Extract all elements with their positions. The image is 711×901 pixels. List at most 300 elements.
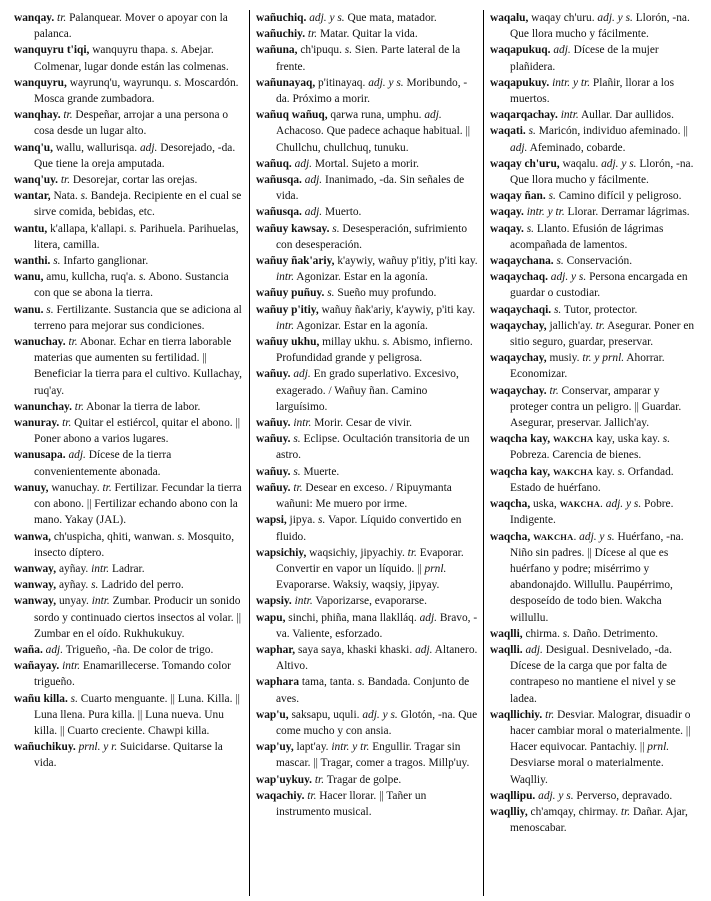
definition-text: Vapor. Líquido convertido en fluido. bbox=[276, 514, 462, 543]
headword: wanway, bbox=[14, 579, 57, 592]
headword: wañuy. bbox=[256, 417, 291, 430]
definition-text: waqay ch'uru. bbox=[528, 12, 598, 24]
grammar-label: tr. bbox=[60, 109, 73, 122]
dictionary-page bbox=[14, 10, 704, 896]
headword: waqcha, bbox=[490, 530, 531, 543]
dictionary-entry bbox=[256, 366, 479, 415]
definition-text: Mortal. Sujeto a morir. bbox=[312, 157, 419, 170]
definition-text: ch'ipuqu. bbox=[297, 44, 345, 57]
headword: wap'u, bbox=[256, 708, 289, 721]
grammar-label: adj. bbox=[424, 109, 442, 122]
grammar-label: tr. bbox=[59, 417, 72, 430]
definition-text: Tragar de golpe. bbox=[324, 773, 402, 786]
grammar-label: s. bbox=[525, 125, 536, 138]
headword: waphar, bbox=[256, 643, 296, 656]
definition-text: Abono. Sustancia con que se abona la tierra. bbox=[34, 271, 229, 300]
headword: wañusqa. bbox=[256, 206, 302, 219]
grammar-label: s. bbox=[551, 303, 562, 316]
grammar-label: adj. y s. bbox=[605, 498, 642, 511]
definition-text: Dañar. Ajar, menoscabar. bbox=[510, 805, 688, 835]
dictionary-entry bbox=[490, 804, 700, 836]
grammar-label: s. bbox=[553, 255, 564, 268]
dictionary-entry bbox=[490, 496, 700, 528]
headword: waqaychana. bbox=[490, 255, 554, 268]
headword: waqaychaq. bbox=[490, 271, 548, 284]
dictionary-entry bbox=[256, 204, 479, 220]
definition-text: chirma. bbox=[522, 627, 563, 640]
definition-text: kay, uska kay. bbox=[593, 433, 663, 446]
headword: wañu killa. bbox=[14, 692, 68, 705]
definition-text: Pobre. Indigente. bbox=[510, 498, 674, 527]
dictionary-entry bbox=[490, 188, 700, 204]
grammar-label: adj. y s. bbox=[579, 530, 615, 543]
definition-text: Abonar. Echar en tierra laborable materias que aumenten su fertilidad. || Beneficiar la tierra para el cultivo. Kullachay, ruq'ay. bbox=[34, 336, 242, 397]
definition-text: Llanto. Efusión de lágrimas acompañada de lamentos. bbox=[510, 222, 664, 251]
grammar-label: s. bbox=[329, 222, 340, 235]
definition-text: Llorón, -na. Que llora mucho y fácilmente. bbox=[510, 157, 694, 187]
definition-text: Sueño muy profundo. bbox=[334, 287, 437, 300]
headword: wañuy kawsay. bbox=[256, 222, 330, 235]
headword: waqay ñan. bbox=[490, 190, 546, 203]
dictionary-entry bbox=[14, 42, 245, 74]
definition-text: Dícese de la mujer plañidera. bbox=[510, 44, 659, 73]
definition-text: Quitar el estiércol, quitar el abono. || Poner abono a varios lugares. bbox=[34, 417, 241, 446]
grammar-label: adj. y s. bbox=[597, 12, 633, 24]
headword: waqaychay. bbox=[490, 384, 547, 397]
grammar-label: s. bbox=[67, 692, 78, 705]
definition-text: Persona encargada en guardar o custodiar. bbox=[510, 271, 688, 300]
dictionary-entry bbox=[14, 221, 245, 253]
grammar-label: tr. bbox=[305, 28, 318, 41]
headword: wañusqa. bbox=[256, 174, 302, 187]
definition-text: Orfandad. Estado de huérfano. bbox=[510, 465, 674, 494]
definition-text: Engullir. Tragar sin mascar. || Tragar, comer a tragos. Millp'uy. bbox=[276, 741, 470, 770]
dictionary-entry bbox=[14, 172, 245, 188]
definition-text: ayñay. bbox=[56, 579, 92, 592]
headword: wanqay. bbox=[14, 12, 55, 24]
grammar-label: tr. bbox=[65, 336, 78, 349]
grammar-label: adj. y s. bbox=[535, 789, 574, 802]
definition-text: tama, tanta. bbox=[299, 676, 358, 689]
small-caps-variant: WAKCHA bbox=[553, 466, 594, 477]
headword: waqapukuq. bbox=[490, 44, 551, 57]
headword: waqati. bbox=[490, 125, 526, 138]
dictionary-entry bbox=[256, 464, 479, 480]
grammar-label: s. bbox=[382, 336, 390, 349]
grammar-label: s. bbox=[562, 627, 571, 640]
dictionary-entry bbox=[14, 642, 245, 658]
definition-text: Ahorrar. Economizar. bbox=[510, 352, 665, 381]
headword: wañuy ukhu, bbox=[256, 336, 320, 349]
headword: waqcha, bbox=[490, 498, 531, 511]
headword: wap'uy, bbox=[256, 741, 294, 754]
definition-text: Bandeja. Recipiente en el cual se sirve comida, bebidas, etc. bbox=[34, 190, 242, 219]
headword: wanwa, bbox=[14, 530, 52, 543]
headword: wañuy p'itiy, bbox=[256, 303, 319, 316]
definition-text: Trigueño, -ña. De color de trigo. bbox=[63, 643, 214, 656]
dictionary-entry bbox=[256, 480, 479, 512]
grammar-label: intr. bbox=[276, 319, 295, 332]
headword: wanq'uy. bbox=[14, 174, 59, 187]
grammar-label: s. bbox=[662, 433, 671, 446]
definition-text: Desviar. Malograr, disuadir o hacer cambiar moral o materialmente. || Hacer equivocar. Pantachiy. || bbox=[510, 708, 691, 754]
grammar-label: intr. bbox=[59, 660, 81, 673]
dictionary-entry bbox=[14, 415, 245, 447]
dictionary-entry bbox=[14, 577, 245, 593]
definition-text: Despeñar, arrojar a una persona o cosa desde un lugar alto. bbox=[34, 109, 229, 138]
grammar-label: s. bbox=[545, 190, 556, 203]
small-caps-variant: WAKCHA bbox=[559, 499, 601, 510]
grammar-label: tr. bbox=[304, 789, 317, 802]
grammar-label: s. bbox=[318, 514, 326, 527]
definition-text: Desorejar, cortar las orejas. bbox=[70, 174, 198, 187]
grammar-label: s. bbox=[43, 303, 54, 316]
definition-text: Vaporizarse, evaporarse. bbox=[312, 595, 427, 608]
dictionary-entry bbox=[490, 253, 700, 269]
grammar-label: adj. bbox=[415, 643, 433, 656]
headword: wapsiy. bbox=[256, 595, 292, 608]
dictionary-entry bbox=[14, 140, 245, 172]
headword: waqaychay, bbox=[490, 319, 547, 332]
grammar-label: tr. bbox=[407, 546, 417, 559]
dictionary-entry bbox=[256, 334, 479, 366]
definition-text: ch'amqay, chirmay. bbox=[527, 805, 621, 818]
definition-text: wayrunq'u, wayrunqu. bbox=[66, 76, 175, 89]
definition-text: Sien. Parte lateral de la frente. bbox=[276, 44, 461, 73]
dictionary-entry bbox=[256, 788, 479, 820]
grammar-label: s. bbox=[174, 76, 182, 89]
headword: wanway, bbox=[14, 562, 57, 575]
headword: wantar, bbox=[14, 190, 51, 203]
headword: wañuq wañuq, bbox=[256, 109, 328, 122]
definition-text: . bbox=[573, 530, 580, 543]
dictionary-entry bbox=[256, 545, 479, 594]
dictionary-entry bbox=[490, 464, 700, 496]
grammar-label: s. bbox=[523, 222, 535, 235]
grammar-label: intr. y tr. bbox=[523, 206, 565, 219]
headword: waqachiy. bbox=[256, 789, 305, 802]
dictionary-entry bbox=[490, 204, 700, 220]
headword: wanway, bbox=[14, 595, 57, 608]
headword: wanthi. bbox=[14, 255, 51, 268]
headword: waqay. bbox=[490, 206, 524, 219]
dictionary-entry bbox=[14, 269, 245, 301]
headword: waqllichiy. bbox=[490, 708, 543, 721]
definition-text: waqsichiy, jipyachiy. bbox=[306, 546, 408, 559]
headword: wañunayaq, bbox=[256, 76, 316, 89]
headword: waqcha kay, bbox=[490, 465, 551, 478]
definition-text: Desviarse moral o materialmente. Waqlliy. bbox=[510, 757, 664, 786]
headword: waqay ch'uru, bbox=[490, 157, 560, 170]
definition-text: jipya. bbox=[286, 514, 319, 527]
headword: waqay. bbox=[490, 222, 524, 235]
definition-text: Moscardón. Mosca grande zumbadora. bbox=[34, 76, 239, 106]
headword: wanquyru t'iqi, bbox=[14, 44, 90, 57]
grammar-label: s. bbox=[80, 190, 88, 203]
grammar-label: intr. bbox=[291, 595, 313, 608]
dictionary-entry bbox=[490, 42, 700, 74]
grammar-label: adj. bbox=[290, 368, 311, 381]
headword: waqlli, bbox=[490, 627, 523, 640]
dictionary-entry bbox=[14, 107, 245, 139]
dictionary-entry bbox=[490, 10, 700, 42]
grammar-label: s. bbox=[324, 287, 335, 300]
grammar-label: intr. bbox=[557, 109, 579, 122]
dictionary-entry bbox=[256, 10, 479, 26]
dictionary-entry bbox=[490, 156, 700, 188]
headword: wanuy, bbox=[14, 481, 49, 494]
definition-text: k'allapa, k'allapi. bbox=[47, 222, 130, 235]
dictionary-entry bbox=[490, 318, 700, 350]
definition-text: ayñay. bbox=[56, 562, 92, 575]
headword: waqcha kay, bbox=[490, 433, 551, 446]
dictionary-entry bbox=[256, 75, 479, 107]
definition-text: jallich'ay. bbox=[546, 319, 596, 332]
dictionary-entry bbox=[256, 285, 479, 301]
headword: wanunchay. bbox=[14, 400, 72, 413]
definition-text: Llorón, -na. Que llora mucho y fácilmente. bbox=[510, 12, 690, 41]
definition-text: wanquyru thapa. bbox=[89, 44, 171, 57]
dictionary-entry bbox=[490, 788, 700, 804]
definition-text: wanuchay. bbox=[48, 481, 103, 494]
grammar-label: s. bbox=[617, 465, 625, 478]
column-right bbox=[483, 10, 704, 896]
dictionary-entry bbox=[256, 415, 479, 431]
grammar-label: adj. bbox=[301, 206, 323, 219]
grammar-label: adj. y s. bbox=[362, 708, 398, 721]
definition-text: Infarto ganglionar. bbox=[60, 255, 149, 268]
definition-text: En grado superlativo. Excesivo, exagerado. / Wañuy ñan. Camino larguísimo. bbox=[276, 368, 459, 413]
definition-text: Eclipse. Ocultación transitoria de un astro. bbox=[276, 433, 470, 462]
definition-text: Abonar la tierra de labor. bbox=[83, 400, 201, 413]
definition-text: Cuarto menguante. || Luna. Killa. || Luna llena. Pura killa. || Luna nueva. Unu killa. || Cuarto creciente. Chawpi killa. bbox=[34, 692, 240, 737]
headword: wañuy puñuy. bbox=[256, 287, 325, 300]
headword: waqlliy, bbox=[490, 805, 528, 818]
dictionary-entry bbox=[490, 431, 700, 463]
grammar-label: s. bbox=[290, 433, 301, 446]
grammar-label: tr. bbox=[546, 384, 559, 397]
grammar-label: intr. bbox=[91, 562, 110, 575]
grammar-label: intr. y tr. bbox=[549, 76, 591, 89]
dictionary-entry bbox=[256, 512, 479, 544]
definition-text: Llorar. Derramar lágrimas. bbox=[564, 206, 690, 219]
definition-text: Ladrido del perro. bbox=[98, 579, 184, 592]
headword: wanuray. bbox=[14, 417, 60, 430]
definition-text: Conservar, amparar y proteger contra un peligro. || Guardar. Asegurar, preservar. Jallich'ay. bbox=[510, 384, 682, 430]
grammar-label: adj. bbox=[42, 643, 64, 656]
headword: wañuy. bbox=[256, 465, 291, 478]
headword: wañuy. bbox=[256, 368, 291, 381]
grammar-label: s. bbox=[91, 579, 99, 592]
definition-text: Mosquito, insecto díptero. bbox=[34, 530, 235, 559]
headword: wanu, bbox=[14, 271, 44, 284]
dictionary-entry bbox=[14, 302, 245, 334]
dictionary-entry bbox=[14, 561, 245, 577]
grammar-label: tr. bbox=[290, 481, 303, 494]
headword: wantu, bbox=[14, 222, 48, 235]
grammar-label: prnl. bbox=[647, 741, 670, 754]
definition-text: Maricón, individuo afeminado. || bbox=[535, 125, 688, 138]
definition-text: Achacoso. Que padece achaque habitual. || Chullchu, chullchuq, tunuku. bbox=[276, 125, 470, 154]
definition-text: millay ukhu. bbox=[319, 336, 383, 349]
definition-text: Fertilizar. Fecundar la tierra con abono. || Fertilizar echando abono con la mano. Yakay (JAL). bbox=[34, 481, 242, 527]
headword: wanquyru, bbox=[14, 76, 67, 89]
grammar-label: s. bbox=[138, 271, 147, 284]
headword: waqarqachay. bbox=[490, 109, 558, 122]
grammar-label: s. bbox=[344, 44, 353, 57]
definition-text: waqalu. bbox=[559, 157, 602, 170]
dictionary-entry bbox=[14, 480, 245, 529]
definition-text: Fertilizante. Sustancia que se adiciona al terreno para mejorar sus condiciones. bbox=[34, 303, 242, 332]
small-caps-variant: WAKCHA bbox=[553, 434, 594, 445]
dictionary-entry bbox=[14, 658, 245, 690]
dictionary-entry bbox=[256, 172, 479, 204]
dictionary-entry bbox=[490, 350, 700, 382]
column-middle bbox=[249, 10, 483, 896]
headword: wapu, bbox=[256, 611, 286, 624]
definition-text: Huérfano, -na. Niño sin padres. || Dícese al que es huérfano y podre; misérrimo y abandonajdo. Willullu. Paupérrimo, desposeído de todo bien. Wakcha willullu. bbox=[510, 530, 684, 624]
dictionary-entry bbox=[256, 772, 479, 788]
definition-text: wañuy ñak'ariy, k'aywiy, p'iti kay. bbox=[318, 303, 476, 316]
grammar-label: tr. bbox=[102, 481, 112, 494]
dictionary-entry bbox=[490, 642, 700, 707]
headword: wap'uykuy. bbox=[256, 773, 313, 786]
dictionary-entry bbox=[14, 593, 245, 642]
dictionary-entry bbox=[14, 188, 245, 220]
grammar-label: tr. bbox=[312, 773, 325, 786]
definition-text: k'aywiy, wañuy p'itiy, p'iti kay. bbox=[334, 255, 478, 268]
dictionary-entry bbox=[256, 221, 479, 253]
headword: wañuy. bbox=[256, 481, 291, 494]
definition-text: sinchi, phiña, mana llaklláq. bbox=[285, 611, 420, 624]
dictionary-entry bbox=[256, 156, 479, 172]
headword: wañuchiq. bbox=[256, 12, 307, 24]
headword: wanqhay. bbox=[14, 109, 61, 122]
headword: waqaychaqi. bbox=[490, 303, 552, 316]
headword: wapsi, bbox=[256, 514, 287, 527]
dictionary-entry bbox=[256, 610, 479, 642]
grammar-label: tr. bbox=[71, 400, 84, 413]
definition-text: ch'uspicha, qhiti, wanwan. bbox=[51, 530, 178, 543]
grammar-label: prnl. bbox=[424, 562, 447, 575]
definition-text: Bandada. Conjunto de aves. bbox=[276, 676, 470, 705]
dictionary-entry bbox=[256, 302, 479, 334]
definition-text: Aullar. Dar aullidos. bbox=[578, 109, 674, 122]
grammar-label: adj. bbox=[301, 174, 323, 187]
headword: waqlli. bbox=[490, 643, 523, 656]
dictionary-entry bbox=[14, 399, 245, 415]
grammar-label: adj. y s. bbox=[547, 271, 587, 284]
dictionary-entry bbox=[256, 42, 479, 74]
definition-text: Palanquear. Mover o apoyar con la palanca. bbox=[34, 12, 228, 41]
grammar-label: tr. bbox=[595, 319, 605, 332]
grammar-label: adj. bbox=[139, 141, 158, 154]
dictionary-entry bbox=[14, 739, 245, 771]
definition-text: Plañir, llorar a los muertos. bbox=[510, 76, 675, 106]
definition-text: Bravo, -va. Valiente, esforzado. bbox=[276, 611, 478, 640]
dictionary-entry bbox=[256, 107, 479, 156]
definition-text: amu, kullcha, ruq'a. bbox=[43, 271, 139, 284]
dictionary-entry bbox=[490, 529, 700, 626]
grammar-label: adj. bbox=[419, 611, 437, 624]
definition-text: . bbox=[600, 498, 606, 511]
grammar-label: adj. y s. bbox=[601, 157, 637, 170]
dictionary-entry bbox=[256, 26, 479, 42]
definition-text: lapt'ay. bbox=[293, 741, 332, 754]
definition-text: Glotón, -na. Que come mucho y con ansia. bbox=[276, 708, 478, 737]
dictionary-entry bbox=[256, 431, 479, 463]
definition-text: Desigual. Desnivelado, -da. Dícese de la carga que por falta de contrapeso no mantiene el nivel y se ladea. bbox=[510, 643, 676, 705]
definition-text: Evaporar. Convertir en vapor un líquido. || bbox=[276, 546, 464, 575]
definition-text: unyay. bbox=[56, 595, 92, 608]
dictionary-entry bbox=[256, 674, 479, 706]
grammar-label: adj. bbox=[65, 449, 86, 462]
grammar-label: tr. bbox=[58, 174, 71, 187]
definition-text: Ladrar. bbox=[109, 562, 145, 575]
dictionary-entry bbox=[490, 269, 700, 301]
headword: waphara bbox=[256, 676, 300, 689]
grammar-label: intr. y tr. bbox=[331, 741, 370, 754]
grammar-label: tr. bbox=[542, 708, 555, 721]
grammar-label: s. bbox=[50, 255, 61, 268]
definition-text: Moribundo, -da. Próximo a morir. bbox=[276, 76, 468, 106]
definition-text: Hacer llorar. || Tañer un instrumento musical. bbox=[276, 789, 427, 818]
column-left bbox=[14, 10, 249, 896]
definition-text: Desesperación, sufrimiento con desesperación. bbox=[276, 222, 468, 251]
dictionary-entry bbox=[14, 10, 245, 42]
grammar-label: intr. bbox=[290, 417, 312, 430]
grammar-label: s. bbox=[177, 530, 185, 543]
definition-text: Asegurar. Poner en sitio seguro, guardar, preservar. bbox=[510, 319, 695, 349]
headword: wañuy. bbox=[256, 433, 291, 446]
dictionary-entry bbox=[490, 707, 700, 788]
definition-text: Conservación. bbox=[563, 255, 633, 268]
definition-text: Agonizar. Estar en la agonía. bbox=[294, 319, 428, 332]
definition-text: saya saya, khaski khaski. bbox=[295, 643, 416, 656]
definition-text: Parihuela. Parihuelas, litera, camilla. bbox=[34, 222, 239, 251]
grammar-label: intr. bbox=[276, 271, 295, 284]
dictionary-entry bbox=[256, 707, 479, 739]
small-caps-variant: WAKCHA bbox=[533, 531, 574, 542]
dictionary-entry bbox=[14, 447, 245, 479]
grammar-label: s. bbox=[129, 222, 137, 235]
definition-text: Desear en exceso. / Ripuymanta wañuni: Me muero por irme. bbox=[276, 481, 452, 511]
grammar-label: intr. bbox=[91, 595, 110, 608]
definition-text: Perverso, depravado. bbox=[573, 789, 673, 802]
definition-text: kay. bbox=[593, 465, 618, 478]
definition-text: Que mata, matador. bbox=[344, 12, 437, 24]
definition-text: Agonizar. Estar en la agonía. bbox=[294, 271, 428, 284]
headword: wañuchiy. bbox=[256, 28, 306, 41]
definition-text: Dícese de la tierra convenientemente abonada. bbox=[34, 449, 172, 478]
grammar-label: prnl. y r. bbox=[75, 741, 118, 754]
definition-text: Pobreza. Carencia de bienes. bbox=[510, 449, 642, 462]
headword: wapsichiy, bbox=[256, 546, 307, 559]
headword: wañuy ñak'ariy, bbox=[256, 255, 335, 268]
definition-text: Tutor, protector. bbox=[561, 303, 638, 316]
dictionary-entry bbox=[256, 253, 479, 285]
grammar-label: adj. bbox=[510, 141, 528, 154]
definition-text: Evaporarse. Waksiy, waqsiy, jipyay. bbox=[276, 579, 440, 592]
dictionary-entry bbox=[490, 221, 700, 253]
grammar-label: adj. bbox=[522, 643, 543, 656]
definition-text: Zumbar. Producir un sonido sordo y continuado ciertos insectos al volar. || Zumbar en el oído. Rukhukukuy. bbox=[34, 595, 242, 640]
definition-text: saksapu, uquli. bbox=[288, 708, 363, 721]
definition-text: Abismo, infierno. Profundidad grande y peligrosa. bbox=[276, 336, 473, 365]
definition-text: Muerto. bbox=[322, 206, 362, 219]
definition-text: musiy. bbox=[546, 352, 583, 365]
definition-text: Suicidarse. Quitarse la vida. bbox=[34, 741, 223, 770]
